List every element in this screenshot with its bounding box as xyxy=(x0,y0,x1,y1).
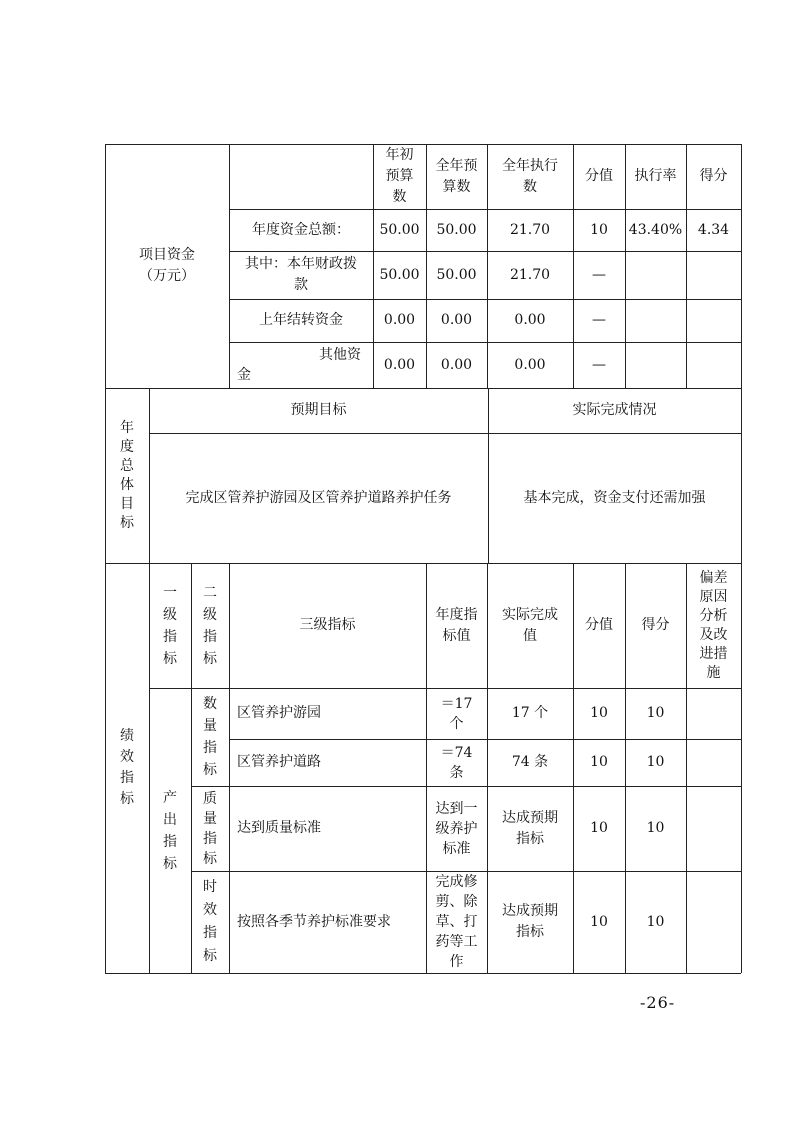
funds-row-initial: 50.00 xyxy=(379,266,420,283)
indicator-name: 区管养护道路 xyxy=(237,754,321,770)
indicator-target: 完成修 剪、除 草、打 药等工 作 xyxy=(435,874,478,970)
performance-section-label: 绩效指标 xyxy=(120,728,134,807)
goals-section-label: 年度总体目标 xyxy=(120,419,134,531)
header-full-year-executed: 全年执行 数 xyxy=(502,157,558,195)
funds-row-rate xyxy=(625,342,686,388)
funds-row-label: 年度资金总额： xyxy=(252,221,350,238)
indicator-score-value: 10 xyxy=(590,913,608,930)
header-level2: 二级指标 xyxy=(203,584,217,667)
indicator-score-value: 10 xyxy=(590,754,608,770)
actual-goal-header: 实际完成情况 xyxy=(572,402,657,418)
funds-row-rate: 43.40% xyxy=(628,221,683,238)
funds-row-label: 其中：本年财政拨 款 xyxy=(245,256,357,293)
funds-row-score xyxy=(686,251,741,299)
funds-row-executed: 21.70 xyxy=(509,221,551,238)
funds-row-label-line2: 金 xyxy=(237,367,251,383)
funds-row-executed: 0.00 xyxy=(514,356,546,373)
header-initial-budget: 年初 预算 数 xyxy=(385,147,414,205)
level1-output-indicator: 产出指标 xyxy=(163,789,177,872)
funds-row-rate xyxy=(625,299,686,342)
funds-row-initial: 0.00 xyxy=(383,312,416,328)
indicator-actual: 达成预期 指标 xyxy=(502,903,558,940)
funds-row-score-value: — xyxy=(592,312,606,328)
funds-row-score: 4.34 xyxy=(697,221,730,238)
actual-goal-text: 基本完成，资金支付还需加强 xyxy=(523,489,706,506)
indicator-name: 区管养护游园 xyxy=(237,705,321,721)
header-score-value: 分值 xyxy=(585,168,613,184)
indicator-name: 达到质量标准 xyxy=(237,820,321,836)
header-score: 得分 xyxy=(699,168,728,184)
indicator-actual: 达成预期 指标 xyxy=(502,809,558,847)
funds-row-label: 上年结转资金 xyxy=(259,312,343,328)
indicator-score: 10 xyxy=(646,820,665,836)
expected-goal-header: 预期目标 xyxy=(290,402,347,418)
funds-row-label-line1: 其他资 xyxy=(319,347,361,363)
indicator-score-value: 10 xyxy=(590,705,608,721)
indicator-target: ＝17 个 xyxy=(440,695,473,732)
indicator-target: ＝74 条 xyxy=(440,744,473,781)
funds-row-score xyxy=(686,299,741,342)
funds-row-score-value: 10 xyxy=(590,221,608,238)
funds-row-initial: 0.00 xyxy=(383,356,416,373)
funds-row-full: 50.00 xyxy=(436,221,477,238)
level2-quality: 质量指标 xyxy=(203,790,217,867)
header-level3: 三级指标 xyxy=(299,617,356,633)
header-score: 得分 xyxy=(641,617,670,633)
indicator-actual: 17 个 xyxy=(511,705,549,721)
funds-row-score-value: — xyxy=(592,356,606,373)
header-full-year-budget: 全年预 算数 xyxy=(435,157,478,195)
header-annual-target: 年度指 标值 xyxy=(435,606,478,644)
funds-row-executed: 21.70 xyxy=(509,266,551,283)
header-level1: 一级指标 xyxy=(163,584,177,667)
funds-row-label xyxy=(229,342,373,388)
funds-row-executed: 0.00 xyxy=(514,312,546,328)
indicator-target: 达到一 级养护 标准 xyxy=(435,800,478,857)
indicator-actual: 74 条 xyxy=(511,754,549,770)
header-execution-rate: 执行率 xyxy=(634,168,677,184)
header-deviation-analysis: 偏差原因分析及改进措施 xyxy=(699,569,728,681)
indicator-score-value: 10 xyxy=(590,820,608,836)
indicator-score: 10 xyxy=(646,705,665,721)
level2-timeliness: 时效指标 xyxy=(203,879,217,964)
header-score-value: 分值 xyxy=(585,617,613,633)
funds-row-full: 0.00 xyxy=(440,356,473,373)
indicator-name: 按照各季节养护标准要求 xyxy=(237,913,391,930)
funds-row-full: 0.00 xyxy=(440,312,473,328)
header-actual-value: 实际完成 值 xyxy=(502,606,558,644)
indicator-score: 10 xyxy=(646,913,665,930)
funds-row-rate xyxy=(625,251,686,299)
funds-row-score-value: — xyxy=(592,266,606,283)
funds-row-initial: 50.00 xyxy=(379,221,420,238)
level2-quantity: 数量指标 xyxy=(203,696,217,778)
funds-row-score xyxy=(686,342,741,388)
indicator-score: 10 xyxy=(646,754,665,770)
expected-goal-text: 完成区管养护游园及区管养护道路养护任务 xyxy=(185,489,452,506)
funds-row-full: 50.00 xyxy=(436,266,477,283)
funds-section-label: 项目资金 （万元） xyxy=(139,247,195,284)
page-number: -26- xyxy=(640,993,676,1012)
